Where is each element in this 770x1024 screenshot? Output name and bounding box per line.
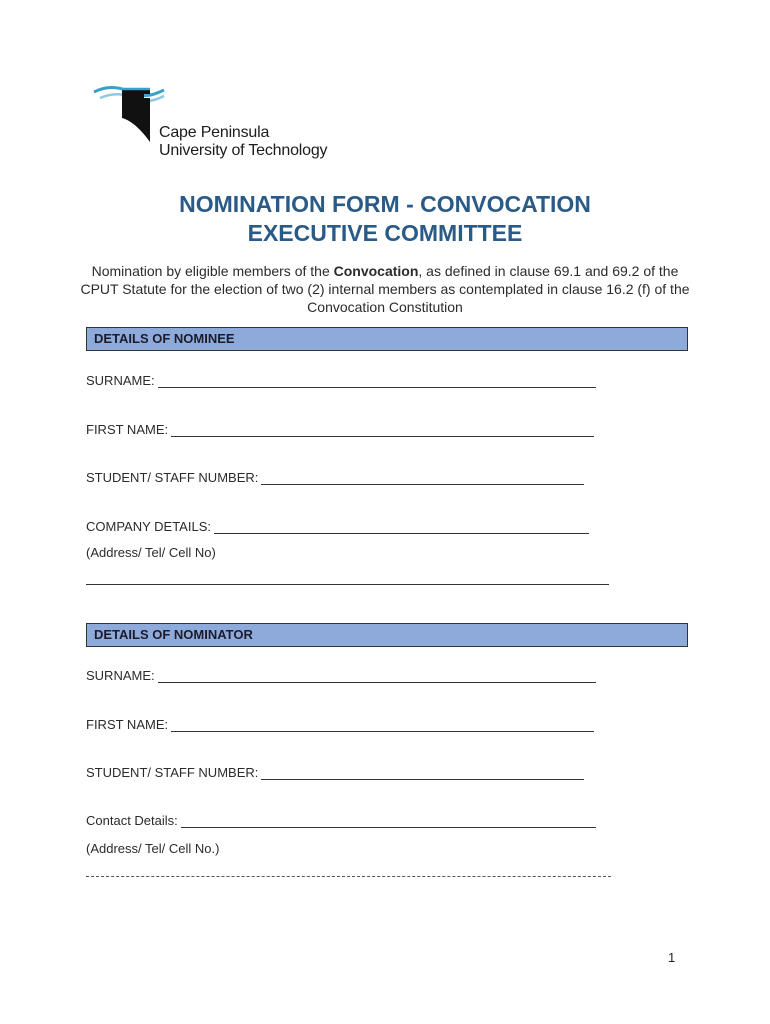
nominator-address-label: (Address/ Tel/ Cell No.): [86, 841, 220, 856]
page-number: 1: [668, 950, 676, 965]
nominee-surname-label: SURNAME:: [86, 373, 155, 388]
intro-text-1: Nomination by eligible members of the: [91, 263, 334, 279]
nominee-number-field[interactable]: [86, 470, 584, 485]
nominator-contact-field[interactable]: [86, 813, 596, 828]
nominee-company-field[interactable]: [86, 519, 589, 534]
nominator-first-name-field[interactable]: [86, 717, 594, 732]
nominator-first-name-line[interactable]: [171, 717, 594, 732]
form-title: [0, 190, 770, 248]
nominator-contact-line[interactable]: [181, 813, 596, 828]
nominee-number-line[interactable]: [261, 470, 584, 485]
title-line-2: EXECUTIVE COMMITTEE: [247, 220, 523, 246]
nominator-number-line[interactable]: [261, 765, 584, 780]
logo-line-1: Cape Peninsula: [159, 124, 270, 141]
intro-bold: Convocation: [333, 263, 419, 279]
title-line-1: NOMINATION FORM - CONVOCATION: [179, 191, 591, 217]
nominee-surname-line[interactable]: [158, 373, 596, 388]
nominee-address-line[interactable]: [86, 584, 609, 585]
nominator-first-name-label: FIRST NAME:: [86, 717, 169, 732]
cput-logo: [92, 84, 362, 164]
nominator-surname-line[interactable]: [158, 668, 596, 683]
nominee-company-line[interactable]: [214, 519, 589, 534]
nominator-contact-label: Contact Details:: [86, 813, 178, 828]
nominee-number-label: STUDENT/ STAFF NUMBER:: [86, 470, 259, 485]
nominator-address-line[interactable]: [86, 876, 611, 877]
nominator-section-header: DETAILS OF NOMINATOR: [86, 623, 688, 647]
nominee-first-name-field[interactable]: [86, 422, 594, 437]
nominee-first-name-line[interactable]: [171, 422, 594, 437]
nominee-company-label: COMPANY DETAILS:: [86, 519, 211, 534]
intro-text-2: , as defined in clause 69.1 and 69.2 of the CPUT Statute for the election of two (2) internal members as contemplated in clause 16.2 (f) of the Convocation Constitution: [80, 263, 690, 315]
logo-line-2: University of Technology: [159, 142, 328, 159]
nominator-surname-label: SURNAME:: [86, 668, 155, 683]
nominator-number-field[interactable]: [86, 765, 584, 780]
logo-text: [159, 124, 327, 160]
intro-paragraph: [80, 262, 690, 316]
nominator-surname-field[interactable]: [86, 668, 596, 683]
nominator-number-label: STUDENT/ STAFF NUMBER:: [86, 765, 259, 780]
nominee-first-name-label: FIRST NAME:: [86, 422, 169, 437]
nominee-address-label: (Address/ Tel/ Cell No): [86, 545, 216, 560]
nominee-section-header: DETAILS OF NOMINEE: [86, 327, 688, 351]
nominee-surname-field[interactable]: [86, 373, 596, 388]
